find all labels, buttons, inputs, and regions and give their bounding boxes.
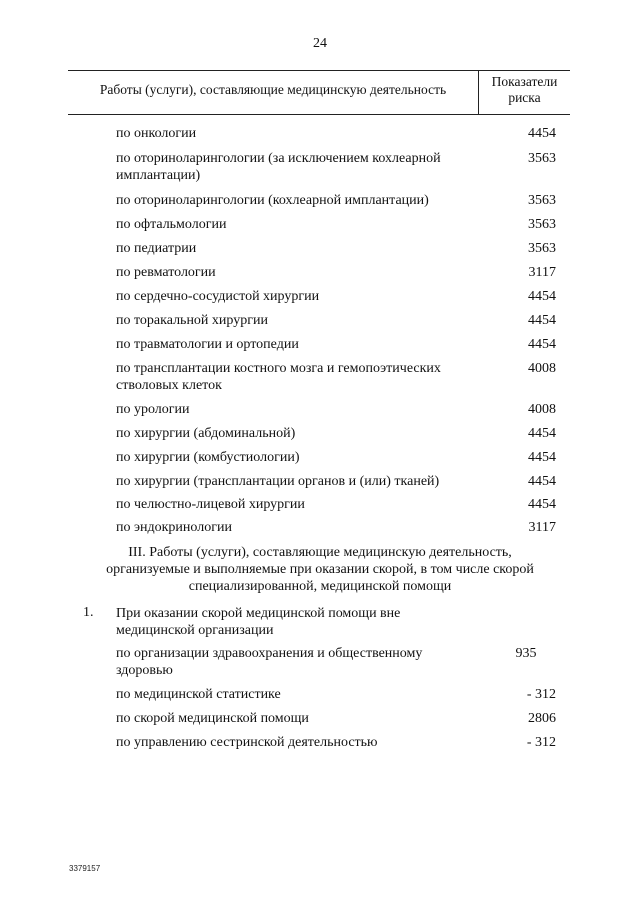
row-label: по оториноларингологии (за исключением кохлеарной имплантации) (116, 151, 441, 183)
row-value: 4454 (528, 126, 556, 141)
row-label: по управлению сестринской деятельностью (116, 735, 378, 750)
row-value: 4454 (528, 426, 556, 441)
row-value: 4454 (528, 313, 556, 328)
row-label: по офтальмологии (116, 217, 227, 232)
page-number: 24 (313, 36, 327, 51)
row-label: по урологии (116, 402, 190, 417)
row-label: по хирургии (комбустиологии) (116, 450, 300, 465)
row-value: - 312 (526, 687, 556, 702)
row-value: 3563 (528, 217, 556, 232)
section-title: III. Работы (услуги), составляющие медицинскую деятельность, организуемые и выполняемые при оказании скорой, в том числе скорой специализированной, медицинской помощи (106, 545, 534, 594)
row-label: по педиатрии (116, 241, 197, 256)
row-value: 4454 (528, 337, 556, 352)
row-value: 4008 (528, 361, 556, 376)
row-label: по оториноларингологии (кохлеарной имплантации) (116, 193, 429, 208)
row-label: по скорой медицинской помощи (116, 711, 309, 726)
row-label: по хирургии (трансплантации органов и (или) тканей) (116, 474, 440, 489)
row-label: по онкологии (116, 126, 197, 141)
row-value: 3563 (528, 193, 556, 208)
row-label: по хирургии (абдоминальной) (116, 426, 296, 441)
row-value: 3563 (528, 241, 556, 256)
item-title: При оказании скорой медицинской помощи вне медицинской организации (116, 606, 401, 638)
row-label: по травматологии и ортопедии (116, 337, 299, 352)
document-code: 3379157 (69, 864, 101, 873)
header-work-column: Работы (услуги), составляющие медицинскую деятельность (99, 82, 447, 97)
row-label: по организации здравоохранения и общественному здоровью (116, 646, 423, 678)
header-risk-column: Показатели риска (491, 74, 558, 105)
row-label: по торакальной хирургии (116, 313, 268, 328)
row-value: 3117 (528, 265, 556, 280)
row-value: 3563 (528, 151, 556, 166)
row-label: по трансплантации костного мозга и гемопоэтических стволовых клеток (116, 361, 441, 393)
row-value: 4454 (528, 497, 556, 512)
row-value: 2806 (528, 711, 556, 726)
row-label: по медицинской статистике (116, 687, 281, 702)
row-value: 4454 (528, 289, 556, 304)
row-label: по ревматологии (116, 265, 216, 280)
row-value: 935 (515, 646, 537, 661)
row-label: по челюстно-лицевой хирургии (116, 497, 305, 512)
row-label: по сердечно-сосудистой хирургии (116, 289, 320, 304)
row-value: 4454 (528, 474, 556, 489)
row-value: 3117 (528, 520, 556, 535)
row-value: 4008 (528, 402, 556, 417)
row-value: - 312 (526, 735, 556, 750)
row-label: по эндокринологии (116, 520, 232, 535)
item-number: 1. (83, 605, 94, 620)
row-value: 4454 (528, 450, 556, 465)
